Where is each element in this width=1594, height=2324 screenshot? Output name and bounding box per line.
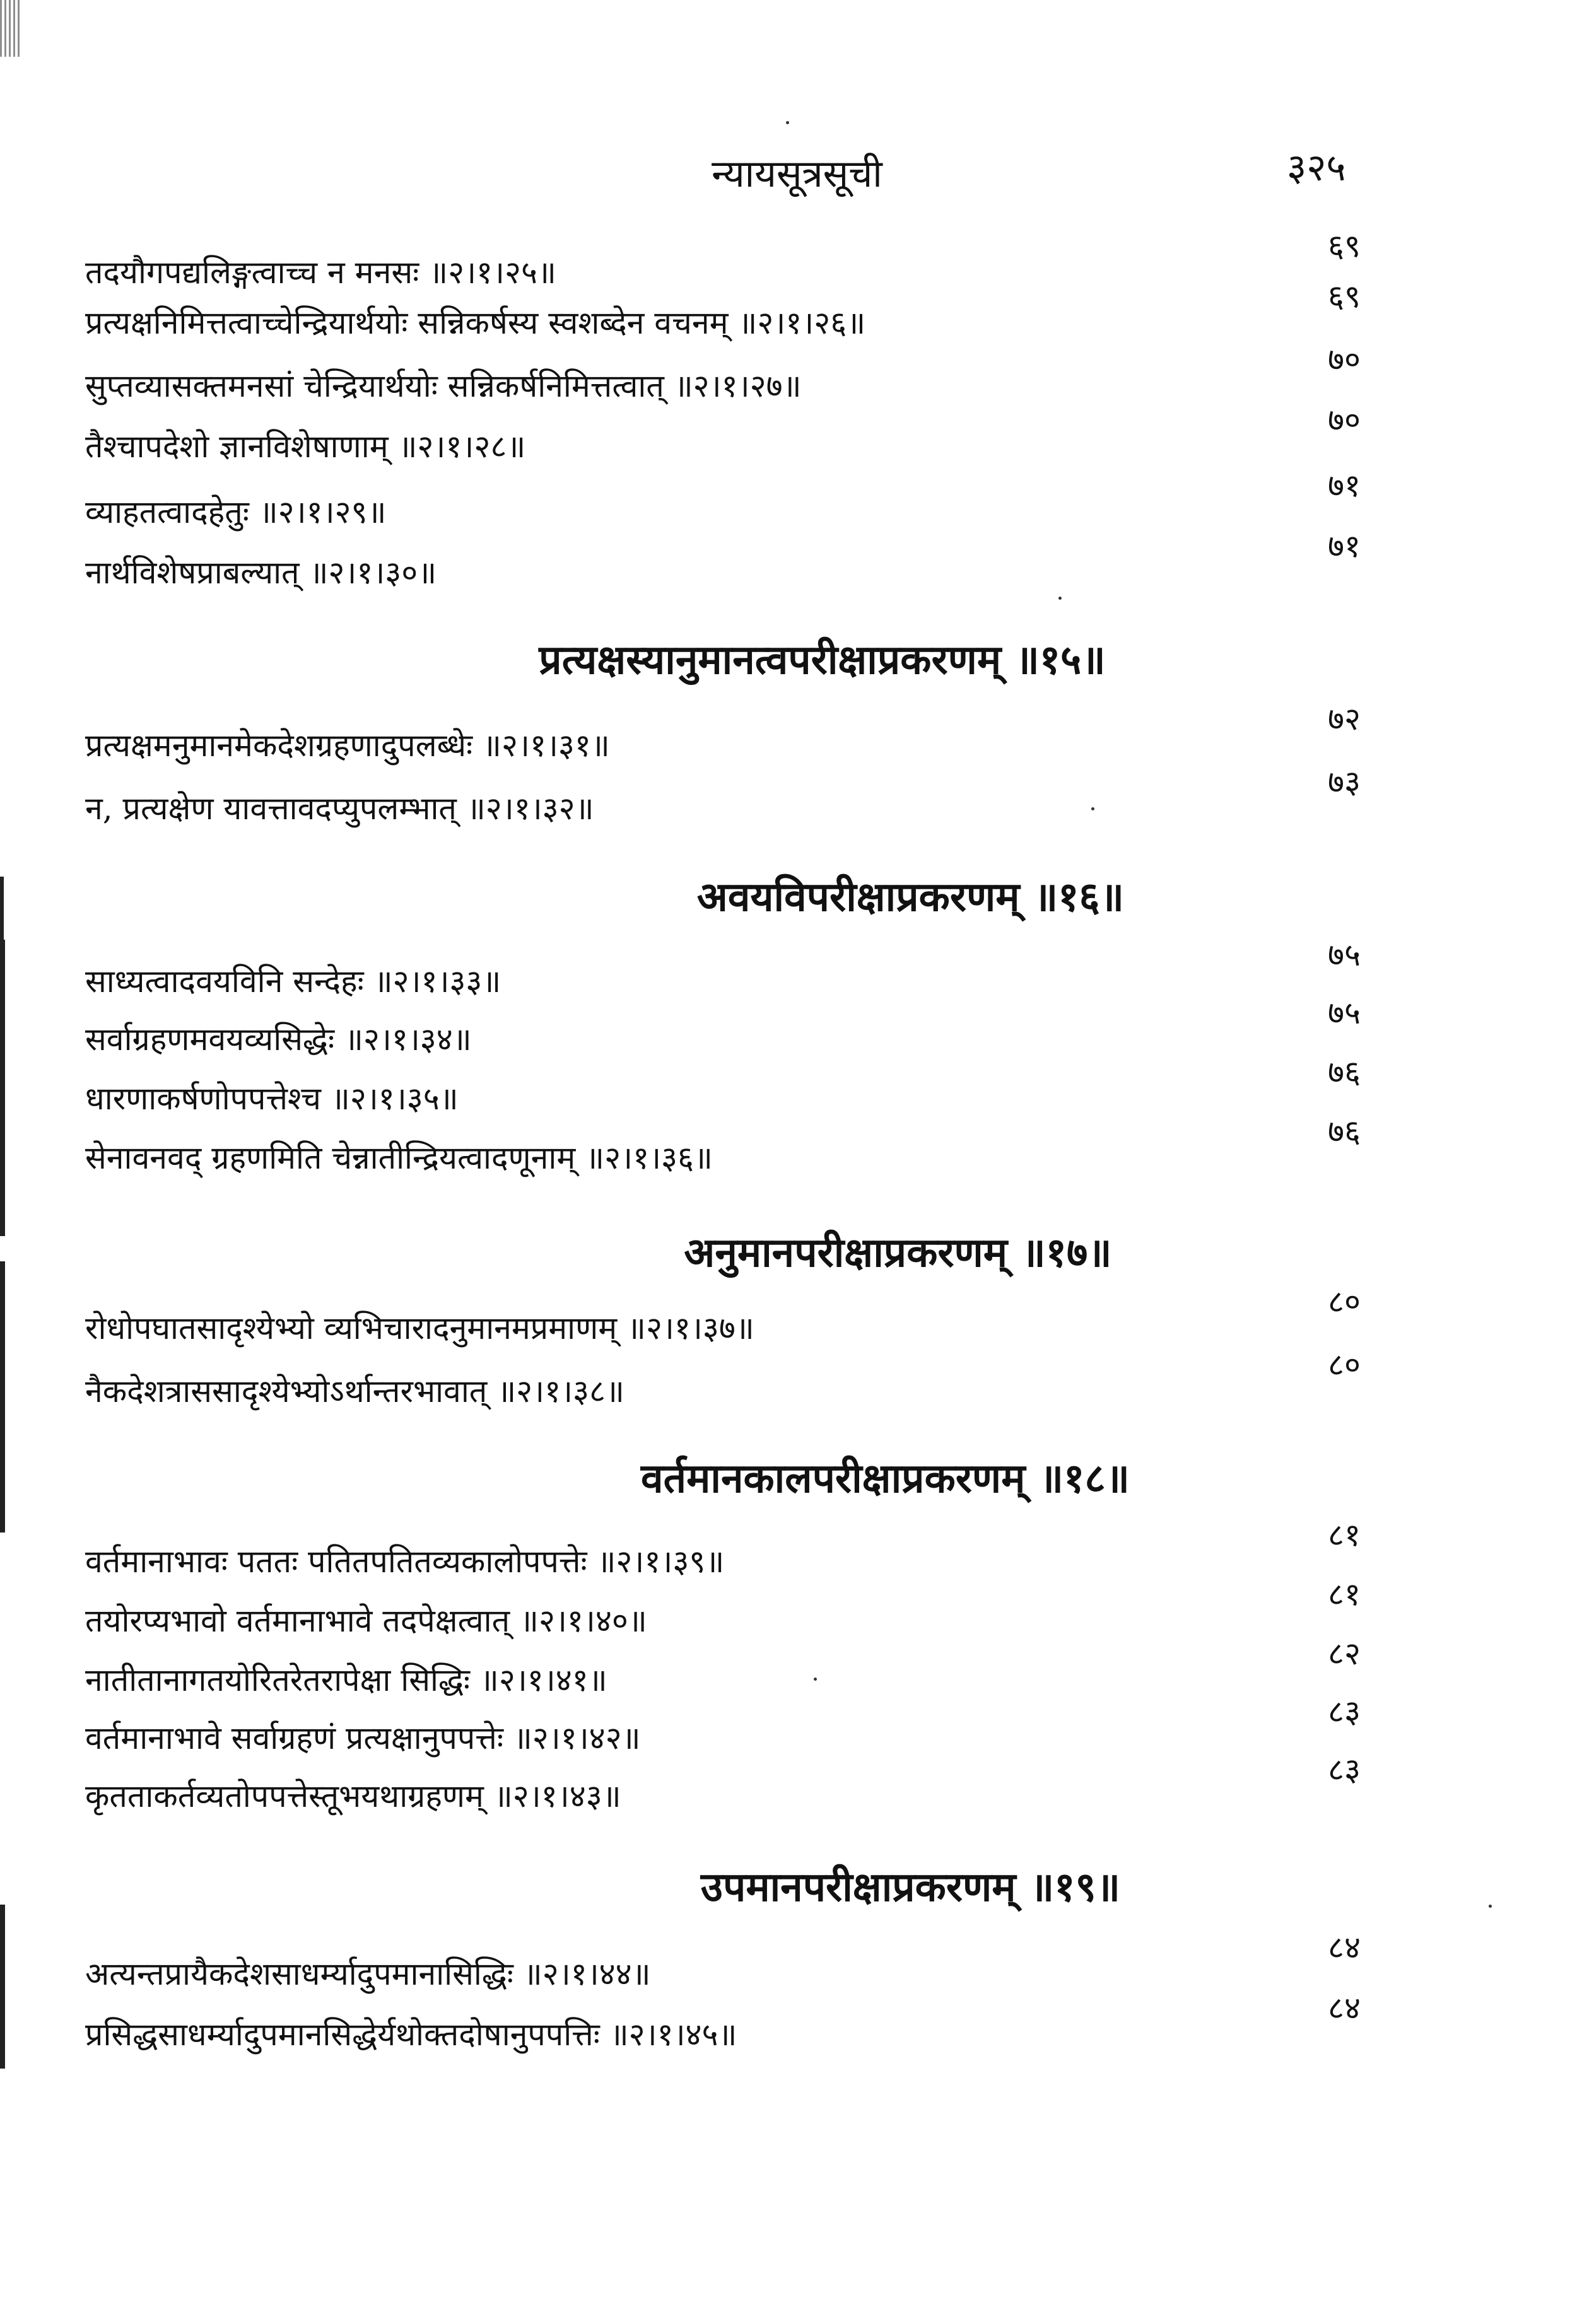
index-entry <box>85 402 1536 474</box>
entry-page-number: ७१ <box>1328 528 1361 564</box>
entry-text: तैश्चापदेशो ज्ञानविशेषाणाम् ॥२।१।२८॥ <box>85 428 526 465</box>
entry-page-number: ७५ <box>1328 995 1361 1031</box>
entry-text: तयोरप्यभावो वर्तमानाभावे तदपेक्षत्वात् ॥२।१।४०॥ <box>85 1603 647 1639</box>
index-entry <box>85 341 1536 414</box>
scan-edge-mark <box>0 1261 5 1533</box>
section-heading: प्रत्यक्षस्यानुमानत्वपरीक्षाप्रकरणम् ॥१५॥ <box>539 636 1106 684</box>
entry-page-number: ७० <box>1328 341 1361 378</box>
entry-text: तदयौगपद्यलिङ्गत्वाच्च न मनसः ॥२।१।२५॥ <box>85 254 556 291</box>
index-entry <box>85 1751 1536 1824</box>
entry-page-number: ८० <box>1328 1283 1361 1320</box>
index-entry <box>85 1283 1536 1356</box>
entry-page-number: ८१ <box>1328 1517 1361 1553</box>
scan-speck <box>1058 597 1062 600</box>
index-entry <box>85 467 1536 540</box>
scan-edge-mark <box>0 0 21 57</box>
entry-page-number: ७१ <box>1328 467 1361 504</box>
entry-text: व्याहतत्वादहेतुः ॥२।१।२९॥ <box>85 494 387 530</box>
index-entry <box>85 701 1536 773</box>
entry-page-number: ८३ <box>1328 1751 1361 1788</box>
scan-speck <box>1489 1905 1492 1908</box>
entry-page-number: ७६ <box>1328 1113 1361 1150</box>
entry-page-number: ८४ <box>1328 1990 1361 2026</box>
section-heading: वर्तमानकालपरीक्षाप्रकरणम् ॥१८॥ <box>641 1455 1130 1502</box>
index-entry <box>85 1635 1536 1708</box>
entry-page-number: ७० <box>1328 402 1361 438</box>
entry-text: नातीतानागतयोरितरेतरापेक्षा सिद्धिः ॥२।१।४१॥ <box>85 1662 607 1698</box>
index-entry <box>85 278 1536 351</box>
entry-text: रोधोपघातसादृश्येभ्यो व्यभिचारादनुमानमप्रमाणम् ॥२।१।३७॥ <box>85 1310 754 1346</box>
page-number: ३२५ <box>1287 146 1346 190</box>
index-entry <box>85 528 1536 600</box>
section-heading: अनुमानपरीक्षाप्रकरणम् ॥१७॥ <box>684 1229 1112 1276</box>
scan-edge-mark <box>0 940 5 1236</box>
scan-speck <box>1091 807 1094 810</box>
index-entry <box>85 764 1536 836</box>
entry-text: अत्यन्तप्रायैकदेशसाधर्म्यादुपमानासिद्धिः ॥२।१।४४॥ <box>85 1956 651 1992</box>
entry-text: नैकदेशत्राससादृश्येभ्योऽर्थान्तरभावात् ॥२।१।३८॥ <box>85 1373 624 1410</box>
index-entry <box>85 1929 1536 2002</box>
entry-text: सुप्तव्यासक्तमनसां चेन्द्रियार्थयोः सन्निकर्षनिमित्तत्वात् ॥२।१।२७॥ <box>85 368 802 404</box>
entry-page-number: ७२ <box>1328 701 1361 737</box>
entry-text: साध्यत्वादवयविनि सन्देहः ॥२।१।३३॥ <box>85 963 501 1000</box>
index-entry <box>85 1693 1536 1766</box>
section-heading: उपमानपरीक्षाप्रकरणम् ॥१९॥ <box>700 1864 1121 1911</box>
index-entry <box>85 1054 1536 1126</box>
scan-edge-mark <box>0 1905 5 2069</box>
entry-text: प्रत्यक्षमनुमानमेकदेशग्रहणादुपलब्धेः ॥२।१।३१॥ <box>85 727 610 764</box>
entry-text: धारणाकर्षणोपपत्तेश्च ॥२।१।३५॥ <box>85 1080 459 1117</box>
running-head: न्यायसूत्रसूची <box>712 152 882 196</box>
entry-page-number: ८१ <box>1328 1576 1361 1613</box>
entry-page-number: ७६ <box>1328 1054 1361 1090</box>
entry-text: सेनावनवद् ग्रहणमिति चेन्नातीन्द्रियत्वादणूनाम् ॥२।१।३६॥ <box>85 1140 713 1176</box>
scan-speck <box>786 121 789 124</box>
entry-text: न, प्रत्यक्षेण यावत्तावदप्युपलम्भात् ॥२।१।३२॥ <box>85 790 594 827</box>
entry-page-number: ८२ <box>1328 1635 1361 1672</box>
entry-text: प्रत्यक्षनिमित्तत्वाच्चेन्द्रियार्थयोः सन्निकर्षस्य स्वशब्देन वचनम् ॥२।१।२६॥ <box>85 305 866 341</box>
scan-speck <box>814 1678 817 1681</box>
index-entry <box>85 1517 1536 1589</box>
entry-text: वर्तमानाभावे सर्वाग्रहणं प्रत्यक्षानुपपत्तेः ॥२।१।४२॥ <box>85 1720 641 1756</box>
entry-page-number: ६९ <box>1328 278 1361 315</box>
index-entry <box>85 995 1536 1067</box>
section-heading: अवयविपरीक्षाप्रकरणम् ॥१६॥ <box>696 873 1125 921</box>
entry-page-number: ७३ <box>1328 764 1361 800</box>
entry-text: प्रसिद्धसाधर्म्यादुपमानसिद्धेर्यथोक्तदोषानुपपत्तिः ॥२।१।४५॥ <box>85 2016 737 2053</box>
entry-page-number: ६९ <box>1328 228 1361 264</box>
entry-page-number: ८० <box>1328 1346 1361 1383</box>
index-entry <box>85 1346 1536 1419</box>
entry-text: कृतताकर्तव्यतोपपत्तेस्तूभयथाग्रहणम् ॥२।१।४३॥ <box>85 1778 621 1814</box>
entry-text: सर्वाग्रहणमवयव्यसिद्धेः ॥२।१।३४॥ <box>85 1021 472 1058</box>
entry-page-number: ८४ <box>1328 1929 1361 1966</box>
entry-text: नार्थविशेषप्राबल्यात् ॥२।१।३०॥ <box>85 554 437 591</box>
index-entry <box>85 1990 1536 2062</box>
index-entry <box>85 1576 1536 1649</box>
entry-text: वर्तमानाभावः पततः पतितपतितव्यकालोपपत्तेः ॥२।१।३९॥ <box>85 1543 725 1580</box>
entry-page-number: ७५ <box>1328 937 1361 973</box>
index-entry <box>85 937 1536 1009</box>
index-entry <box>85 1113 1536 1186</box>
entry-page-number: ८३ <box>1328 1693 1361 1730</box>
index-entry <box>85 228 1536 300</box>
